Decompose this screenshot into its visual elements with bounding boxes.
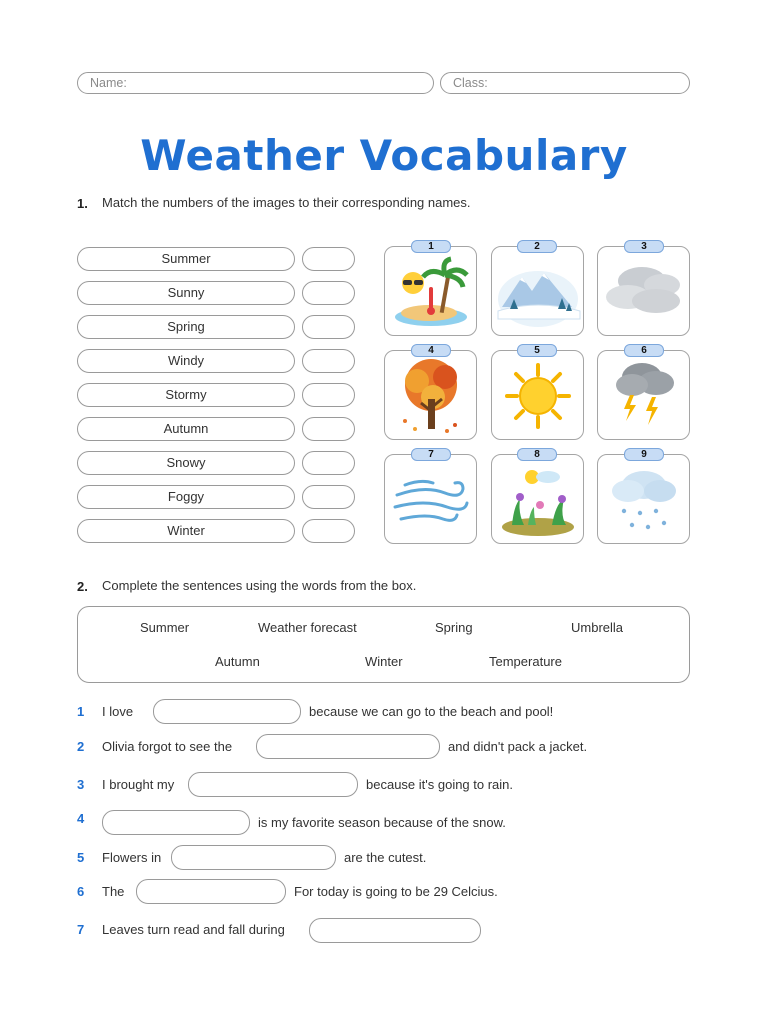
box-word: Winter	[365, 654, 403, 669]
sentence-text-before: The	[102, 884, 125, 899]
answer-box[interactable]	[302, 417, 355, 441]
answer-blank[interactable]	[309, 918, 481, 943]
image-card-7	[384, 454, 477, 544]
answer-blank[interactable]	[102, 810, 250, 835]
image-number-tab: 2	[517, 240, 557, 253]
answer-box[interactable]	[302, 247, 355, 271]
autumn-tree-icon	[385, 351, 477, 440]
question-1-instruction: Match the numbers of the images to their corresponding names.	[102, 195, 471, 210]
answer-box[interactable]	[302, 519, 355, 543]
word-pill-autumn: Autumn	[77, 417, 295, 441]
summer-beach-icon	[385, 247, 477, 336]
class-field[interactable]	[440, 72, 690, 94]
sentence-text-before: I love	[102, 704, 134, 719]
sentence-text-before: Olivia forgot to see the	[102, 739, 233, 754]
sentence-text-after: because we can go to the beach and pool!	[309, 704, 554, 719]
question-2-instruction: Complete the sentences using the words from the box.	[102, 578, 417, 593]
box-word: Summer	[140, 620, 190, 635]
name-label: Name:	[90, 76, 127, 90]
answer-blank[interactable]	[136, 879, 286, 904]
sentence-text-after: is my favorite season because of the snow.	[258, 815, 506, 830]
word-pill-foggy: Foggy	[77, 485, 295, 509]
answer-box[interactable]	[302, 349, 355, 373]
winter-landscape-icon	[492, 247, 584, 336]
answer-blank[interactable]	[256, 734, 440, 759]
image-card-2	[491, 246, 584, 336]
question-2-number: 2.	[77, 579, 88, 594]
wind-icon	[385, 455, 477, 544]
word-pill-summer: Summer	[77, 247, 295, 271]
word-box	[77, 606, 690, 683]
spring-flowers-icon	[492, 455, 584, 544]
sentence-number: 4	[77, 811, 85, 826]
sentence-text-before: Leaves turn read and fall during	[102, 922, 285, 937]
answer-blank[interactable]	[188, 772, 358, 797]
sentence-text-after: because it's going to rain.	[366, 777, 514, 792]
name-field[interactable]	[77, 72, 434, 94]
image-number-tab: 8	[517, 448, 557, 461]
image-card-9	[597, 454, 690, 544]
sentence-text-before: I brought my	[102, 777, 175, 792]
box-word: Weather forecast	[258, 620, 357, 635]
sentence-text-after: For today is going to be 29 Celcius.	[294, 884, 498, 899]
image-number-tab: 6	[624, 344, 664, 357]
image-number-tab: 3	[624, 240, 664, 253]
box-word: Autumn	[215, 654, 260, 669]
fog-cloud-icon	[598, 247, 690, 336]
image-number-tab: 9	[624, 448, 664, 461]
sentence-number: 2	[77, 739, 85, 754]
image-card-4	[384, 350, 477, 440]
image-number-tab: 5	[517, 344, 557, 357]
storm-cloud-icon	[598, 351, 690, 440]
image-number-tab: 4	[411, 344, 451, 357]
image-card-5	[491, 350, 584, 440]
sentence-text-after: and didn't pack a jacket.	[448, 739, 588, 754]
page-title: Weather Vocabulary	[140, 131, 628, 180]
word-pill-winter: Winter	[77, 519, 295, 543]
class-label: Class:	[453, 76, 488, 90]
sentence-text-after: are the cutest.	[344, 850, 427, 865]
sentence-number: 7	[77, 922, 85, 937]
image-card-3	[597, 246, 690, 336]
sentence-number: 5	[77, 850, 85, 865]
sentence-number: 3	[77, 777, 85, 792]
image-card-6	[597, 350, 690, 440]
word-pill-snowy: Snowy	[77, 451, 295, 475]
word-pill-windy: Windy	[77, 349, 295, 373]
snow-cloud-icon	[598, 455, 690, 544]
answer-blank[interactable]	[153, 699, 301, 724]
word-pill-sunny: Sunny	[77, 281, 295, 305]
image-number-tab: 7	[411, 448, 451, 461]
answer-box[interactable]	[302, 383, 355, 407]
answer-box[interactable]	[302, 485, 355, 509]
sun-icon	[492, 351, 584, 440]
image-card-1	[384, 246, 477, 336]
image-card-8	[491, 454, 584, 544]
word-pill-spring: Spring	[77, 315, 295, 339]
answer-box[interactable]	[302, 315, 355, 339]
question-1-number: 1.	[77, 196, 88, 211]
answer-blank[interactable]	[171, 845, 336, 870]
box-word: Umbrella	[571, 620, 624, 635]
sentence-text-before: Flowers in	[102, 850, 162, 865]
word-pill-stormy: Stormy	[77, 383, 295, 407]
box-word: Spring	[435, 620, 473, 635]
answer-box[interactable]	[302, 451, 355, 475]
box-word: Temperature	[489, 654, 562, 669]
image-number-tab: 1	[411, 240, 451, 253]
sentence-number: 6	[77, 884, 85, 899]
answer-box[interactable]	[302, 281, 355, 305]
sentence-number: 1	[77, 704, 85, 719]
